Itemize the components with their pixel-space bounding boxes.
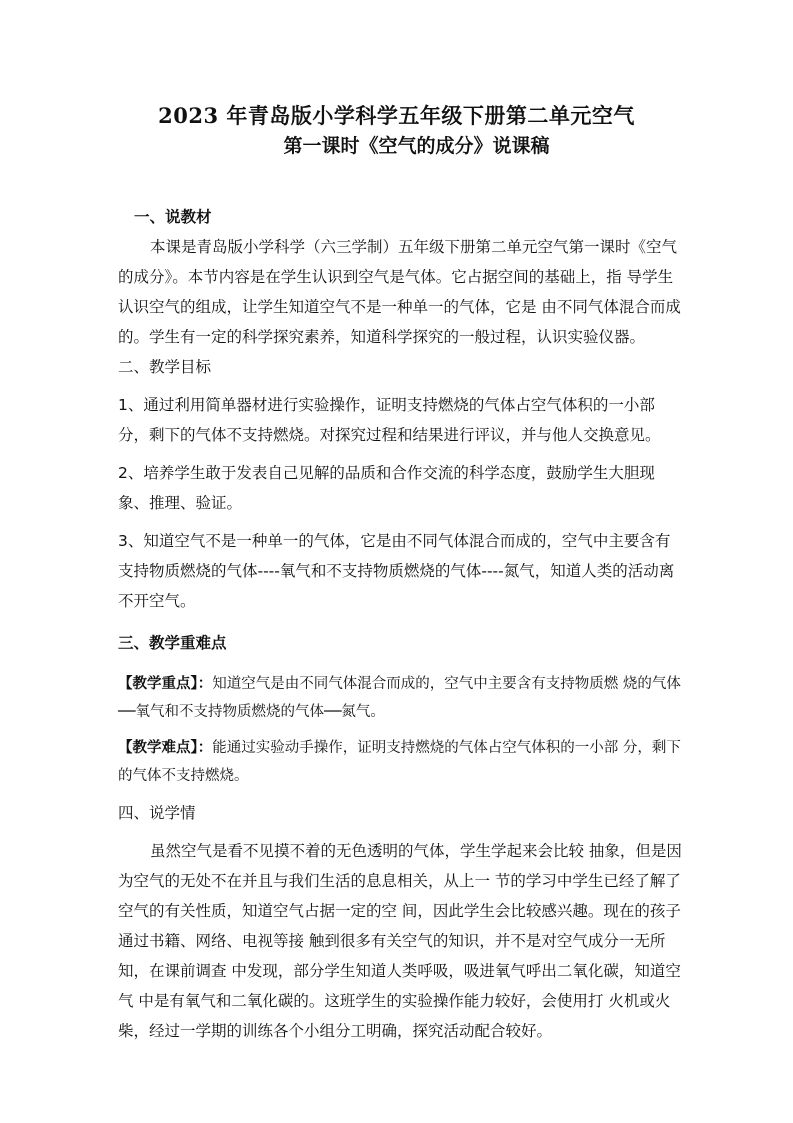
key-point-text: 知道空气是由不同气体混合而成的，空气中主要含有支持物质燃 烧的气体──氧气和不支持物质燃烧的气体──氮气。: [118, 676, 681, 720]
goal-item-2: 2、培养学生敢于发表自己见解的品质和合作交流的科学态度，鼓励学生大胆现象、推理、验证。: [118, 464, 655, 512]
section-heading-4: 四、说学情: [118, 804, 196, 822]
goal-item-3: 3、知道空气不是一种单一的气体，它是由不同气体混合而成的，空气中主要含有支持物质燃烧的气体----氧气和不支持物质燃烧的气体----氮气，知道人类的活动离不开空气。: [118, 532, 675, 610]
key-point-paragraph: [118, 670, 683, 726]
section-4-paragraph: 虽然空气是看不见摸不着的无色透明的气体，学生学起来会比较 抽象，但是因为空气的无处不在并且与我们生活的息息相关，从上一 节的学习中学生已经了解了空气的有关性质，知道空气占据一定的空 间，因此学生会比较感兴趣。现在的孩子通过书籍、网络、电视等接 触到很多有关空气的知识，并不是对空气成分一无所知，在课前调查 中发现，部分学生知道人类呼吸，吸进氧气呼出二氧化碳，知道空气 中是有氧气和二氧化碳的。这班学生的实验操作能力较好，会使用打 火机或火柴，经过一学期的训练各个小组分工明确，探究活动配合较好。: [118, 842, 682, 1040]
section-heading-1: 一、说教材: [134, 208, 212, 226]
document-body: [118, 202, 683, 1046]
goal-item-1: 1、通过利用简单器材进行实验操作，证明支持燃烧的气体占空气体积的一小部分，剩下的气体不支持燃烧。对探究过程和结果进行评议，并与他人交换意见。: [118, 396, 661, 444]
section-1-paragraph: 本课是青岛版小学科学（六三学制）五年级下册第二单元空气第一课时《空气的成分》。本节内容是在学生认识到空气是气体。它占据空间的基础上，指 导学生认识空气的组成，让学生知道空气不是一种单一的气体，它是 由不同气体混合而成的。学生有一定的科学探究素养，知道科学探究的一般过程，认识实验仪器。: [118, 238, 681, 346]
document-subtitle: 第一课时《空气的成分》说课稿: [283, 135, 550, 157]
key-point-label: 【教学重点】：: [118, 676, 213, 692]
section-heading-2: 二、教学目标: [118, 358, 212, 376]
difficulty-label: 【教学难点】：: [118, 740, 213, 756]
section-heading-3: 三、教学重难点: [118, 634, 227, 652]
difficulty-text: 能通过实验动手操作，证明支持燃烧的气体占空气体积的一小部 分，剩下的气体不支持燃烧。: [118, 740, 681, 784]
difficulty-paragraph: [118, 734, 683, 790]
document-title: 2023 年青岛版小学科学五年级下册第二单元空气: [158, 103, 635, 128]
